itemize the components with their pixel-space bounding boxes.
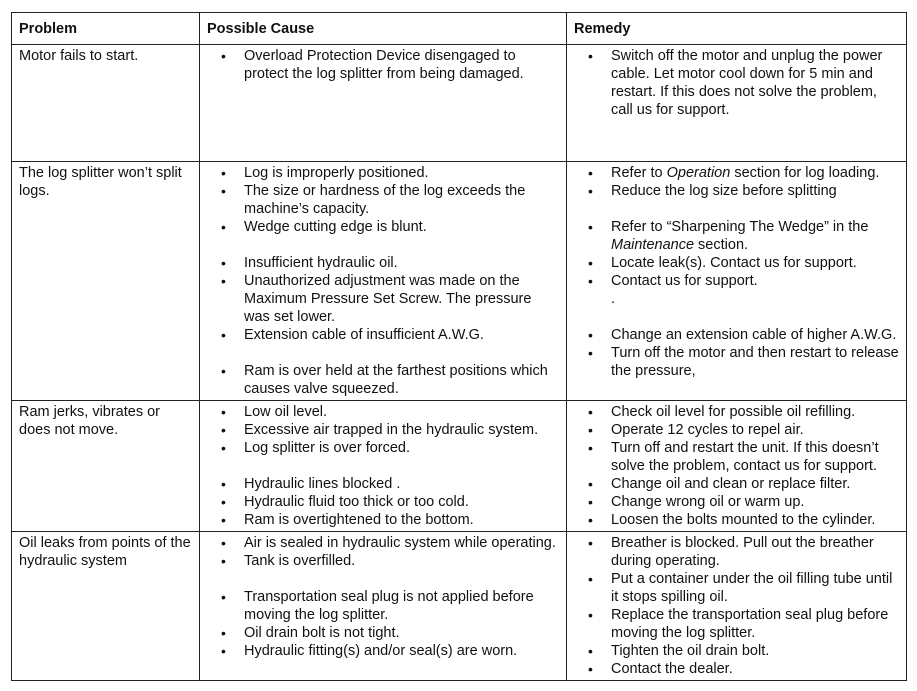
cause-item: • Oil drain bolt is not tight. (207, 624, 559, 642)
cause-item: • Tank is overfilled. (207, 552, 559, 570)
header-cause: Possible Cause (200, 13, 567, 45)
header-row (12, 13, 907, 45)
cause-cell (200, 45, 567, 162)
cause-item: • Ram is overtightened to the bottom. (207, 511, 559, 529)
remedy-item (574, 164, 899, 182)
header-problem: Problem (12, 13, 200, 45)
header-remedy: Remedy (567, 13, 907, 45)
cause-item: • Hydraulic lines blocked . (207, 475, 559, 493)
cause-item: • Unauthorized adjustment was made on the Maximum Pressure Set Screw. The pressure was set lower. (207, 272, 559, 326)
remedy-item: • Change oil and clean or replace filter. (574, 475, 899, 493)
table-row (12, 45, 907, 162)
cause-item: • Air is sealed in hydraulic system while operating. (207, 534, 559, 552)
table-row (12, 532, 907, 681)
cause-item: • Low oil level. (207, 403, 559, 421)
remedy-item: • Breather is blocked. Pull out the breather during operating. (574, 534, 899, 570)
problem-cell: Oil leaks from points of the hydraulic system (12, 532, 200, 681)
table-row (12, 401, 907, 532)
remedy-cell (567, 532, 907, 681)
remedy-item: • Turn off and restart the unit. If this doesn’t solve the problem, contact us for support. (574, 439, 899, 475)
remedy-item: • Change wrong oil or warm up. (574, 493, 899, 511)
cause-item: • Ram is over held at the farthest positions which causes valve squeezed. (207, 362, 559, 398)
remedy-item: • Replace the transportation seal plug before moving the log splitter. (574, 606, 899, 642)
cause-item: • The size or hardness of the log exceeds the machine’s capacity. (207, 182, 559, 218)
remedy-item: • Switch off the motor and unplug the power cable. Let motor cool down for 5 min and restart. If this does not solve the problem, call us for support. (574, 47, 899, 119)
remedy-item: • Contact us for support. (574, 272, 899, 290)
cause-cell (200, 532, 567, 681)
remedy-cell (567, 45, 907, 162)
cause-item: • Hydraulic fluid too thick or too cold. (207, 493, 559, 511)
remedy-item: • Operate 12 cycles to repel air. (574, 421, 899, 439)
remedy-item: • Reduce the log size before splitting (574, 182, 899, 200)
remedy-item: • Tighten the oil drain bolt. (574, 642, 899, 660)
cause-cell (200, 162, 567, 401)
problem-cell: Motor fails to start. (12, 45, 200, 162)
remedy-item: • Loosen the bolts mounted to the cylinder. (574, 511, 899, 529)
remedy-item: • Turn off the motor and then restart to release the pressure, (574, 344, 899, 380)
remedy-item: • Locate leak(s). Contact us for support. (574, 254, 899, 272)
cause-item: • Overload Protection Device disengaged to protect the log splitter from being damaged. (207, 47, 559, 83)
table-row (12, 162, 907, 401)
cause-item: • Log is improperly positioned. (207, 164, 559, 182)
cause-cell (200, 401, 567, 532)
remedy-item: • Change an extension cable of higher A.W.G. (574, 326, 899, 344)
remedy-item: • Put a container under the oil filling tube until it stops spilling oil. (574, 570, 899, 606)
remedy-item: . (611, 291, 616, 307)
remedy-item: • Refer to “Sharpening The Wedge” in the Maintenance section. (574, 218, 899, 254)
cause-item: • Transportation seal plug is not applied before moving the log splitter. (207, 588, 559, 624)
cause-item: • Log splitter is over forced. (207, 439, 559, 457)
cause-item: • Insufficient hydraulic oil. (207, 254, 559, 272)
cause-item: • Excessive air trapped in the hydraulic system. (207, 421, 559, 439)
remedy-cell (567, 162, 907, 401)
troubleshooting-table (11, 12, 907, 681)
cause-item: • Wedge cutting edge is blunt. (207, 218, 559, 236)
remedy-item: • Contact the dealer. (574, 660, 899, 678)
remedy-item: • Check oil level for possible oil refilling. (574, 403, 899, 421)
cause-item: • Extension cable of insufficient A.W.G. (207, 326, 559, 344)
remedy-cell (567, 401, 907, 532)
remedy-text: Refer to Operation section for log loading. (611, 165, 880, 181)
problem-cell: Ram jerks, vibrates or does not move. (12, 401, 200, 532)
problem-cell: The log splitter won’t split logs. (12, 162, 200, 401)
cause-item: • Hydraulic fitting(s) and/or seal(s) are worn. (207, 642, 559, 660)
